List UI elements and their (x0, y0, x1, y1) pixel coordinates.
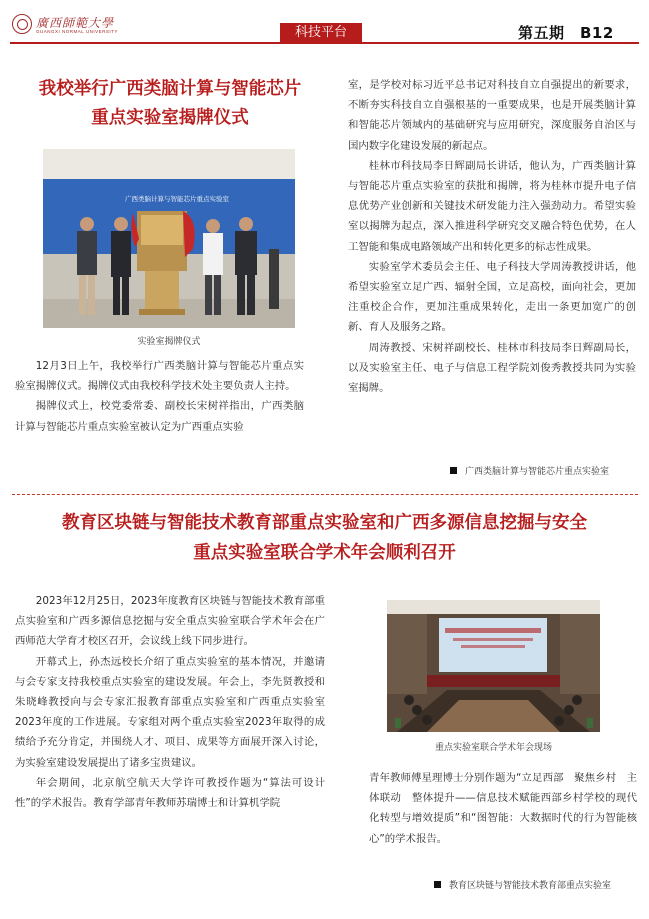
article-separator (12, 494, 638, 495)
article2-paragraph-1: 2023年12月25日，2023年度教育区块链与智能技术教育部重点实验室和广西多源信息挖掘与安全重点实验室联合学术年会在广西师范大学育才校区召开，会议线上线下同步进行。 (15, 595, 325, 648)
article2-title-line2: 重点实验室联合学术年会顺利召开 (193, 543, 456, 563)
article1-left-column (15, 356, 304, 437)
conference-photo (387, 600, 600, 732)
bullet-square-icon (434, 881, 441, 888)
article2-right-column (369, 768, 637, 849)
article1-paragraph-continuation: 室，是学校对标习近平总书记对科技自立自强提出的新要求，不断夯实科技自立自强根基的一重要成果，也是开展类脑计算和智能芯片领域内的基础研究与应用研究，深度服务自治区与国内数字化建设发展的新起点。 (348, 79, 636, 152)
photo-banner-text: 广西类脑计算与智能芯片重点实验室 (125, 195, 229, 203)
issue-page-number: 第五期 B12 (518, 24, 614, 42)
article2-source (434, 878, 611, 891)
header-rule (10, 42, 639, 44)
article1-source-text: 广西类脑计算与智能芯片重点实验室 (465, 467, 610, 477)
article1-paragraph-5: 周涛教授、宋树祥副校长、桂林市科技局李日辉副局长，以及实验室主任、电子与信息工程学院刘俊秀教授共同为实验室揭牌。 (348, 341, 636, 395)
bullet-square-icon (450, 467, 457, 474)
article2-title-line1: 教育区块链与智能技术教育部重点实验室和广西多源信息挖掘与安全 (62, 513, 587, 533)
article1-right-column (348, 75, 636, 398)
unveiling-ceremony-illustration (43, 149, 295, 328)
article2-left-column (15, 591, 325, 813)
article1-title-line1: 我校举行广西类脑计算与智能芯片 (38, 79, 302, 99)
article2-source-text: 教育区块链与智能技术教育部重点实验室 (449, 881, 612, 891)
article2-paragraph-2: 开幕式上，孙杰远校长介绍了重点实验室的基本情况，并邀请与会专家支持我校重点实验室的建设发展。年会上，李先贤教授和朱晓峰教授向与会专家汇报教育部重点实验室和广西重点实验室2023年度的工作进展。专家组对两个重点实验室2023年取得的成绩给予充分肯定，并围绕人才、项目、成果等方面展开深入讨论，为实验室建设发展提出了诸多宝贵建议。 (15, 655, 325, 769)
photo2-caption: 重点实验室联合学术年会现场 (434, 743, 552, 753)
article2-paragraph-continuation: 青年教师傅星理博士分别作题为“立足西部 聚焦乡村 主体联动 整体提升——信息技术赋能西部乡村学校的现代化转型与增效提质”和“图智能：大数据时代的行为智能核心”的学术报告。 (369, 772, 637, 845)
logo-chinese-name: 廣西師範大學 (36, 16, 115, 30)
article1-paragraph-1: 12月3日上午，我校举行广西类脑计算与智能芯片重点实验室揭牌仪式。揭牌仪式由我校科学技术处主要负责人主持。 (15, 360, 304, 393)
section-label: 科技平台 (280, 23, 362, 42)
university-logo (12, 14, 132, 40)
university-seal-icon (12, 14, 32, 34)
page-header (0, 0, 649, 46)
article1-paragraph-4: 实验室学术委员会主任、电子科技大学周涛教授讲话，他希望实验室立足广西、辐射全国，立足高校，面向社会，更加注重校企合作，更加注重成果转化，走出一条更加宽广的创新、育人及服务之路。 (348, 260, 636, 334)
article2-title (20, 508, 629, 568)
logo-english-name: GUANGXI NORMAL UNIVERSITY (36, 29, 118, 34)
conference-room-illustration (387, 600, 600, 732)
article1-source (450, 464, 609, 477)
article2-paragraph-3: 年会期间，北京航空航天大学许可教授作题为“算法可设计性”的学术报告。教育学部青年教师苏瑞博士和计算机学院 (15, 776, 325, 810)
article1-title (20, 75, 320, 133)
article1-paragraph-3: 桂林市科技局李日辉副局长讲话，他认为，广西类脑计算与智能芯片重点实验室的获批和揭牌，将为桂林市提升电子信息优势产业创新和关键技术研发能力注入强劲动力。希望实验室以揭牌为起点，深入推进科学研究交叉融合特色优势，在人工智能和集成电路领域产出和转化更多的标志性成果。 (348, 159, 636, 253)
article1-paragraph-2: 揭牌仪式上，校党委常委、副校长宋树祥指出，广西类脑计算与智能芯片重点实验室被认定为广西重点实验 (15, 400, 304, 433)
unveiling-ceremony-photo (43, 149, 295, 328)
photo1-caption: 实验室揭牌仪式 (137, 337, 201, 347)
article1-title-line2: 重点实验室揭牌仪式 (91, 108, 249, 128)
